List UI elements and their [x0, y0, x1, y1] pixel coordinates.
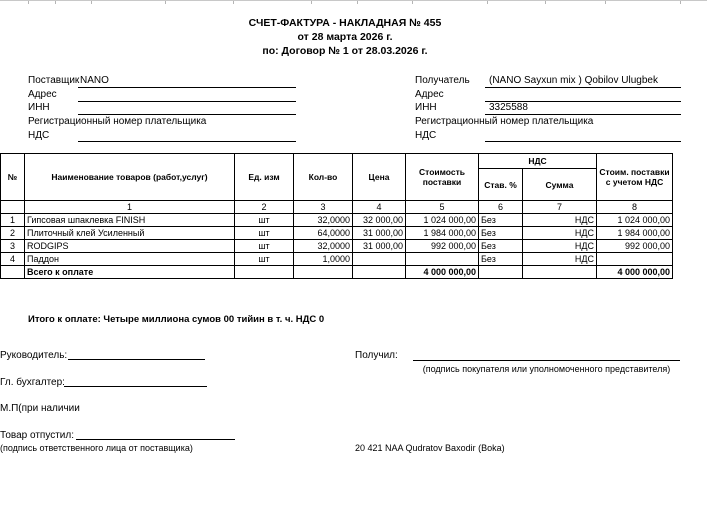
row-qty: 32,0000 — [294, 240, 353, 253]
header-vat-group: НДС — [479, 154, 597, 169]
row-vat-rate: Без — [479, 227, 523, 240]
row-total — [597, 253, 673, 266]
supplier-address-line — [78, 101, 296, 102]
row-vat-sum: НДС — [523, 214, 597, 227]
accountant-signature-line — [64, 386, 207, 387]
header-vat-sum: Сумма — [523, 169, 597, 201]
header-qty: Кол-во — [294, 154, 353, 201]
supplier-name: NANO — [80, 75, 109, 86]
row-unit: шт — [235, 240, 294, 253]
row-price: 32 000,00 — [353, 214, 406, 227]
row-cost: 1 984 000,00 — [406, 227, 479, 240]
row-qty: 64,0000 — [294, 227, 353, 240]
row-price — [353, 253, 406, 266]
header-price: Цена — [353, 154, 406, 201]
row-vat-rate: Без — [479, 240, 523, 253]
col-number: 1 — [25, 201, 235, 214]
invoice-title: СЧЕТ-ФАКТУРА - НАКЛАДНАЯ № 455 — [248, 17, 442, 29]
receiver-reg-line — [485, 141, 681, 142]
row-name: Плиточный клей Усиленный — [25, 227, 235, 240]
head-label: Руководитель: — [0, 350, 68, 361]
col-number: 7 — [523, 201, 597, 214]
row-vat-rate: Без — [479, 253, 523, 266]
supplier-inn-line — [78, 114, 296, 115]
row-qty: 1,0000 — [294, 253, 353, 266]
row-cost — [406, 253, 479, 266]
col-number: 8 — [597, 201, 673, 214]
column-number-row — [1, 201, 673, 214]
receiver-inn-label: ИНН — [415, 102, 437, 113]
table-total-row — [1, 266, 673, 279]
header-no: № — [1, 154, 25, 201]
row-unit: шт — [235, 253, 294, 266]
header-vat-rate: Став. % — [479, 169, 523, 201]
supplier-reg-line — [78, 141, 296, 142]
row-cost: 992 000,00 — [406, 240, 479, 253]
header-cost: Стоимость поставки — [406, 154, 479, 201]
supplier-inn-label: ИНН — [28, 102, 50, 113]
col-number: 3 — [294, 201, 353, 214]
row-total: 1 024 000,00 — [597, 214, 673, 227]
total-cost: 4 000 000,00 — [406, 266, 479, 279]
row-price: 31 000,00 — [353, 227, 406, 240]
receiver-inn-value: 3325588 — [489, 102, 528, 113]
row-cost: 1 024 000,00 — [406, 214, 479, 227]
table-row — [1, 253, 673, 266]
receiver-vat-label: НДС — [415, 130, 437, 141]
received-label: Получил: — [355, 350, 398, 361]
supplier-reg-label: Регистрационный номер плательщика — [28, 116, 207, 127]
col-number: 5 — [406, 201, 479, 214]
invoice-date: от 28 марта 2026 г. — [297, 31, 393, 43]
row-vat-sum: НДС — [523, 253, 597, 266]
received-note: (подпись покупателя или уполномоченного представителя) — [422, 364, 671, 374]
header-name: Наименование товаров (работ,услуг) — [25, 154, 235, 201]
amount-in-words: Итого к оплате: Четыре миллиона сумов 00 тийин в т. ч. НДС 0 — [28, 314, 325, 325]
supplier-vat-label: НДС — [28, 130, 50, 141]
row-vat-sum: НДС — [523, 240, 597, 253]
receiver-reg-label: Регистрационный номер плательщика — [415, 116, 594, 127]
row-total: 992 000,00 — [597, 240, 673, 253]
supplier-name-line — [78, 87, 296, 88]
col-number: 4 — [353, 201, 406, 214]
receiver-inn-line — [485, 114, 681, 115]
col-number: 2 — [235, 201, 294, 214]
invoice-table — [0, 153, 673, 279]
header-total: Стоим. поставки с учетом НДС — [597, 154, 673, 201]
header-unit: Ед. изм — [235, 154, 294, 201]
table-row — [1, 227, 673, 240]
row-unit: шт — [235, 214, 294, 227]
footer-code: 20 421 NAA Qudratov Baxodir (Boka) — [355, 443, 505, 453]
col-number: 6 — [479, 201, 523, 214]
receiver-label: Получатель — [415, 75, 470, 86]
row-no: 4 — [1, 253, 25, 266]
receiver-name: (NANO Sayxun mix ) Qobilov Ulugbek — [489, 75, 658, 86]
released-note: (подпись ответственного лица от поставщика) — [0, 443, 193, 453]
row-unit: шт — [235, 227, 294, 240]
row-no: 1 — [1, 214, 25, 227]
row-qty: 32,0000 — [294, 214, 353, 227]
row-vat-sum: НДС — [523, 227, 597, 240]
stamp-label: М.П(при наличии — [0, 403, 80, 414]
received-signature-line — [413, 360, 680, 361]
row-total: 1 984 000,00 — [597, 227, 673, 240]
row-no: 3 — [1, 240, 25, 253]
table-row — [1, 214, 673, 227]
top-grid-border — [0, 0, 707, 4]
table-header-row — [1, 154, 673, 169]
receiver-name-line — [485, 87, 681, 88]
supplier-label: Поставщик — [28, 75, 80, 86]
row-name: Паддон — [25, 253, 235, 266]
row-no: 2 — [1, 227, 25, 240]
row-name: Гипсовая шпаклевка FINISH — [25, 214, 235, 227]
supplier-address-label: Адрес — [28, 89, 57, 100]
head-signature-line — [68, 359, 205, 360]
row-vat-rate: Без — [479, 214, 523, 227]
contract-line: по: Договор № 1 от 28.03.2026 г. — [262, 45, 428, 57]
receiver-address-label: Адрес — [415, 89, 444, 100]
row-name: RODGIPS — [25, 240, 235, 253]
total-label: Всего к оплате — [25, 266, 235, 279]
row-price: 31 000,00 — [353, 240, 406, 253]
released-label: Товар отпустил: — [0, 430, 74, 441]
released-signature-line — [76, 439, 235, 440]
accountant-label: Гл. бухгалтер: — [0, 377, 65, 388]
table-row — [1, 240, 673, 253]
total-with-vat: 4 000 000,00 — [597, 266, 673, 279]
